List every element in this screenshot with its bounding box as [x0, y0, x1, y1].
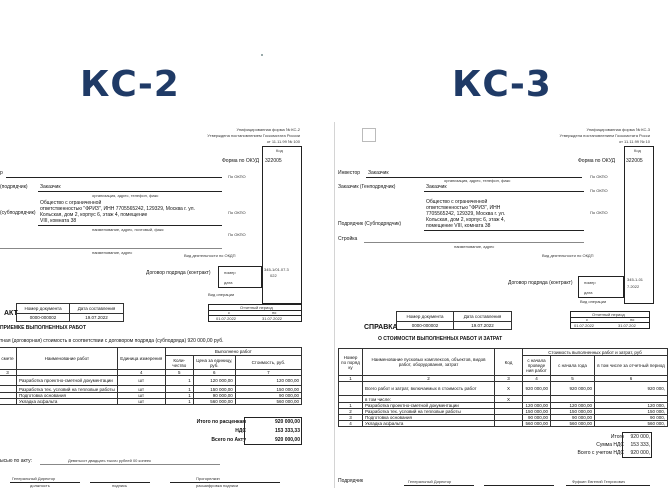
ks3-cell-code: X	[495, 396, 523, 403]
ks2-sign-name: Прогорелкин	[196, 476, 220, 481]
ks2-okud-value: 322005	[265, 158, 282, 164]
ks3-cell-c4: 150 000,00	[523, 409, 551, 415]
ks3-okud-label: Форма по ОКУД	[578, 158, 616, 164]
ks3-cell-name: Подготовка основания	[363, 415, 495, 421]
ks3-stamp-box	[362, 128, 376, 142]
ks3-doc-number-table	[396, 311, 512, 330]
ks3-contract-date-value: 7.2022	[627, 284, 640, 289]
ks2-cell-name: Укладка асфальта	[17, 399, 118, 405]
ks3-customer-line	[424, 191, 584, 192]
ks3-cell-code	[495, 421, 523, 427]
ks2-contractor-line-4: VIII, комната 38	[40, 218, 77, 224]
ks2-doc-date-label: Дата составления	[70, 304, 124, 314]
ks2-okpo-label-2: По ОКПО	[228, 210, 246, 215]
ks2-total-value-3: 920 000,00	[274, 437, 300, 443]
ks3-contractor-line-3: 7705565242, 129329, Москва г. ул.	[426, 211, 506, 217]
ks2-period-divider	[208, 310, 302, 311]
table-row	[0, 386, 302, 393]
ks2-total-value-2: 153 333,33	[274, 428, 300, 434]
ks3-th-since-year: с начала года	[551, 356, 595, 376]
ks3-period-from-label: с	[586, 317, 588, 322]
ks2-cell-name: Разработка проектно-сметной документации	[17, 376, 118, 386]
ks2-act-word: АКТ	[4, 310, 18, 317]
ks3-doc-number: 0000-000002	[397, 322, 454, 330]
ks2-work-table	[0, 347, 302, 405]
ks3-th-name: Наименование пусковых комплексов, объектов, видов работ, оборудования, затрат	[363, 349, 495, 376]
ks3-form-title: Унифицированная форма № КС-3	[586, 127, 650, 132]
ks3-total-label-2: Сумма НДС	[596, 442, 624, 448]
ks3-contractor-line-5: помещение VIII, комната 38	[426, 223, 491, 229]
ks3-okpo-label-2: По ОКПО	[590, 188, 608, 193]
ks2-contract-label: Договор подряда (контракт)	[146, 270, 211, 276]
ks2-total-label-2: НДС	[235, 428, 246, 434]
ks2-approved-date: от 11.11.99 № 100	[266, 139, 300, 144]
ks3-doc-date: 19.07.2022	[454, 322, 512, 330]
ks3-cell-c4: 920 000,00	[523, 382, 551, 396]
ks3-cell-c5: 560 000,00	[551, 421, 595, 427]
ks2-th-price: Цена за единицу, руб.	[193, 356, 235, 370]
ks3-cell-code: X	[495, 382, 523, 396]
ks3-investor-value: Заказчик	[368, 170, 389, 176]
ks3-doc-number-label: Номер документа	[397, 312, 454, 322]
ks2-document	[0, 122, 304, 488]
ks3-cell-name: Разработка проектно-сметной документации	[363, 403, 495, 409]
ks2-cell-cost: 150 000,00	[235, 386, 301, 393]
ks2-cell-unit: шт	[117, 376, 165, 386]
ks3-cell-c4: 90 000,00	[523, 415, 551, 421]
ks3-sign-left: Подрядчик	[338, 478, 364, 484]
ks3-cell-c4: 120 000,00	[523, 403, 551, 409]
ks2-total-label-1: Итого по расценкам	[196, 419, 246, 425]
ks2-object-caption: наименование, адрес	[92, 250, 133, 255]
ks3-idx-cell: 1	[339, 376, 363, 382]
ks3-cell-c6	[595, 396, 668, 403]
ks2-name-caption: наименование, адрес, почтовый, факс	[92, 227, 164, 232]
ks2-cell-price: 120 000,00	[193, 376, 235, 386]
ks3-contractor-line	[424, 230, 584, 231]
ks3-org-caption: организация, адрес, телефон, факс	[444, 178, 511, 183]
ks3-contract-number-label: номер	[584, 280, 596, 285]
ks2-idx-cell: 5	[165, 370, 193, 376]
ks3-total-value-3: 920 000,	[630, 450, 650, 456]
ks3-doc-date-label: Дата составления	[454, 312, 512, 322]
ks3-cell-name: Разработка тех. условий на тепловые работы	[363, 409, 495, 415]
ks3-th-period: в том числе за отчетный период	[595, 356, 668, 376]
ks3-contractor-line-2: ответственностью "ФРИЗ", ИНН	[426, 205, 501, 211]
ks2-cell-price: 560 000,00	[193, 399, 235, 405]
ks3-sign-role: Генеральный Директор	[408, 479, 452, 484]
ks2-activity-label: Вид деятельности по ОКДП	[184, 253, 236, 258]
ks2-cell-price: 90 000,00	[193, 393, 235, 399]
ks3-cell-n: 1	[339, 403, 363, 409]
ks3-period-label: Отчетный период	[592, 312, 625, 317]
ks2-contractor-line-1: Общество с ограниченной	[40, 200, 102, 206]
ks2-sum-words-label: ысью по акту:	[0, 458, 32, 464]
ks2-sum-words-value: Девятьсот двадцать тысяч рублей 00 копеек	[68, 458, 151, 463]
ks2-code-label: Код	[276, 148, 283, 153]
ks2-doc-date: 19.07.2022	[70, 314, 124, 322]
ks3-cell-n	[339, 396, 363, 403]
ks3-cell-name: в том числе:	[363, 396, 495, 403]
ks3-cell-n	[339, 382, 363, 396]
ks3-cell-c5: 90 000,00	[551, 415, 595, 421]
ks2-period-from: 01.07.2022	[216, 316, 237, 321]
table-row	[339, 421, 668, 427]
heading-ks3: КС-3	[452, 64, 552, 105]
ks2-th-smeta: смете	[0, 348, 17, 370]
table-row	[339, 382, 668, 396]
ks3-activity-label: Вид деятельности по ОКДП	[542, 253, 594, 258]
ks2-cell-name: Разработка тех. условий на тепловые работы	[17, 386, 118, 393]
ks2-cell-unit: шт	[117, 399, 165, 405]
ks2-total-value-1: 920 000,00	[274, 419, 300, 425]
ks2-doc-number-label: Номер документа	[17, 304, 70, 314]
ks3-cell-c4	[523, 396, 551, 403]
ks2-period-label: Отчетный период	[240, 305, 273, 310]
ks3-idx-cell: 2	[363, 376, 495, 382]
ks3-sign-line-role	[404, 485, 474, 486]
ks3-th-num: Номер по поряд ку	[339, 349, 363, 376]
ks3-idx-cell: 4	[523, 376, 551, 382]
ks3-th-code: Код	[495, 349, 523, 376]
ks3-cell-c6: 150 000,	[595, 409, 668, 415]
ks3-total-value-2: 153 333,	[630, 442, 650, 448]
ks2-sum-line	[40, 464, 220, 465]
ks3-cell-name: Всего работ и затрат, включаемых в стоимость работ	[363, 382, 495, 396]
ks3-cell-c5	[551, 396, 595, 403]
ks2-period-to: 31.07.2022	[262, 316, 283, 321]
ks3-contractor-label: Подрядчик (Субподрядчик)	[338, 221, 402, 227]
ks3-contract-number-value: 345-1-01	[627, 277, 644, 282]
ks3-cell-c4: 560 000,00	[523, 421, 551, 427]
ks3-approved-date: от 11.11.99 № 10	[618, 139, 650, 144]
ks3-cell-c5: 920 000,00	[551, 382, 595, 396]
ks2-code-column	[262, 146, 302, 304]
ks2-doc-number-table	[16, 303, 124, 322]
ks3-investor-label: Инвестор	[338, 170, 361, 176]
ks2-sign-role: Генеральный Директор	[12, 476, 56, 481]
ks3-customer-value: Заказчик	[426, 184, 447, 190]
ks2-cell-n	[0, 386, 17, 393]
ks3-contractor-line-4: Кольская, дом 2, корпус 6, этаж 4,	[426, 217, 506, 223]
ks2-contract-number-label: номер	[224, 270, 236, 275]
ks3-sign-name: Фуфкин Евгений Генрихович	[572, 479, 626, 484]
ks3-sign-line-name	[566, 485, 650, 486]
ks3-period-to-label: по	[630, 317, 635, 322]
ks3-okpo-label-3: По ОКПО	[590, 210, 608, 215]
ks2-object-line	[0, 248, 222, 249]
ks2-cell-cost: 120 000,00	[235, 376, 301, 386]
ks2-form-title: Унифицированная форма № КС-2	[236, 127, 300, 132]
decorative-dot	[261, 54, 263, 56]
ks2-contractor-line	[38, 225, 222, 226]
ks3-cell-c6: 120 000,	[595, 403, 668, 409]
ks2-th-name: Наименование работ	[17, 348, 118, 370]
ks2-cell-unit: шт	[117, 386, 165, 393]
ks2-contract-date-label: дата	[224, 280, 233, 285]
ks3-period-to: 31.07.202	[618, 323, 636, 328]
ks3-total-label-1: Итого	[610, 434, 624, 440]
ks3-operation-label: Вид операции	[580, 299, 607, 304]
ks2-act-subtitle: ПРИЕМКЕ ВЫПОЛНЕННЫХ РАБОТ	[0, 325, 87, 331]
ks2-contract-number-value: 345-1/01.07.3	[264, 267, 289, 272]
ks2-operation-label: Вид операции	[208, 292, 235, 297]
ks2-cell-qty: 1	[165, 399, 193, 405]
ks2-totals-box	[244, 417, 302, 445]
ks3-okpo-label-1: По ОКПО	[590, 174, 608, 179]
ks2-cell-cost: 90 000,00	[235, 393, 301, 399]
ks2-cell-unit: шт	[117, 393, 165, 399]
ks3-cell-n: 2	[339, 409, 363, 415]
ks2-sign-caption-role: должность	[30, 483, 50, 488]
ks2-sign-caption-name: расшифровка подписи	[196, 483, 239, 488]
ks3-approved: Утверждена постановлением Госкомстата Росси	[559, 133, 650, 138]
ks2-cell-n	[0, 376, 17, 386]
ks3-work-table	[338, 348, 668, 427]
ks2-customer-line	[38, 191, 222, 192]
ks3-cell-c6: 90 000,	[595, 415, 668, 421]
ks2-cell-qty: 1	[165, 386, 193, 393]
ks3-cell-n: 4	[339, 421, 363, 427]
ks3-th-since-start: с начала проведе ния работ	[523, 356, 551, 376]
ks3-period-divider	[570, 317, 650, 318]
ks3-idx-cell: 6	[595, 376, 668, 382]
ks3-spravka-word: СПРАВКА	[364, 324, 398, 331]
ks2-contract-date-value: 022	[270, 273, 277, 278]
ks3-total-value-1: 920 000,	[630, 434, 650, 440]
ks3-okud-value: 322005	[626, 158, 643, 164]
ks3-contract-label: Договор подряда (контракт)	[508, 280, 573, 286]
table-row	[0, 399, 302, 405]
ks3-cell-c5: 150 000,00	[551, 409, 595, 415]
ks2-idx-cell: 3	[0, 370, 17, 376]
ks2-th-qty: Коли-чество	[165, 356, 193, 370]
ks2-contractor-line-2: ответственностью "ФРИЗ", ИНН 7705565242, 129329, Москва г. ул.	[40, 206, 195, 212]
ks2-cell-qty: 1	[165, 393, 193, 399]
ks3-document	[334, 122, 665, 488]
ks3-cell-c6: 560 000,	[595, 421, 668, 427]
ks3-cell-name: Укладка асфальта	[363, 421, 495, 427]
ks3-th-cost-group: Стоимость выполненных работ и затрат, руб	[523, 349, 668, 356]
ks2-th-done: Выполнено работ	[165, 348, 301, 356]
ks3-totals-box	[622, 432, 652, 458]
ks2-idx-cell: 6	[193, 370, 235, 376]
ks2-cell-price: 150 000,00	[193, 386, 235, 393]
ks3-contract-date-label: дата	[584, 290, 593, 295]
ks2-cell-cost: 560 000,00	[235, 399, 301, 405]
ks2-contractor-label: (субподрядчик)	[0, 210, 36, 216]
ks3-site-label: Стройка	[338, 236, 358, 242]
ks2-approved: Утверждена постановлением Госкомстата России	[207, 133, 300, 138]
ks3-sign-line-sign	[484, 485, 554, 486]
ks2-idx-cell: 4	[117, 370, 165, 376]
ks3-customer-label: Заказчик (Генподрядчик)	[338, 184, 396, 190]
ks3-contractor-line-1: Общество с ограниченной	[426, 199, 488, 205]
ks3-cell-c5: 120 000,00	[551, 403, 595, 409]
ks3-period-from: 01.07.2022	[574, 323, 595, 328]
ks2-sign-caption-sign: подпись	[112, 483, 128, 488]
ks3-idx-cell: 5	[551, 376, 595, 382]
table-row	[0, 376, 302, 386]
ks2-period-from-label: с	[228, 310, 230, 315]
ks3-idx-cell: 3	[495, 376, 523, 382]
ks2-org-caption: организация, адрес, телефон, факс	[92, 193, 159, 198]
ks2-investor-line	[6, 177, 222, 178]
ks3-name-caption: наименование, адрес	[454, 244, 495, 249]
ks2-th-cost: Стоимость, руб.	[235, 356, 301, 370]
ks2-th-unit: Единица измерения	[117, 348, 165, 370]
table-row	[339, 396, 668, 403]
ks2-total-label-3: Всего по Акту	[211, 437, 246, 443]
ks2-customer-value: Заказчик	[40, 184, 61, 190]
ks2-contractor-line-3: Кольская, дом 2, корпус 6, этаж 4, помещение	[40, 212, 148, 218]
ks2-doc-number: 0000-000002	[17, 314, 70, 322]
ks3-spravka-subtitle: О СТОИМОСТИ ВЫПОЛНЕННЫХ РАБОТ И ЗАТРАТ	[378, 336, 503, 342]
ks3-code-label: Код	[634, 148, 641, 153]
ks2-customer-label: (подрядчик)	[0, 184, 28, 190]
ks3-cell-n: 3	[339, 415, 363, 421]
ks3-cell-c6: 920 000,	[595, 382, 668, 396]
ks3-site-line	[364, 242, 584, 243]
ks2-period-to-label: по	[272, 310, 277, 315]
ks2-okpo-label-1: По ОКПО	[228, 174, 246, 179]
ks2-okpo-label-3: По ОКПО	[228, 232, 246, 237]
ks2-investor-word: р	[0, 170, 3, 176]
ks2-cell-name: Подготовка основания	[17, 393, 118, 399]
ks2-cell-n	[0, 399, 17, 405]
ks3-total-label-3: Всего с учетом НДС	[577, 450, 624, 456]
ks2-okud-label: Форма по ОКУД	[222, 158, 260, 164]
heading-ks2: КС-2	[80, 64, 180, 105]
ks2-cell-qty: 1	[165, 376, 193, 386]
ks2-idx-cell: 7	[235, 370, 301, 376]
ks2-cost-line: тная (договорная) стоимость в соответствии с договором подряда (субподряда) 920 000,00 руб.	[0, 338, 224, 344]
